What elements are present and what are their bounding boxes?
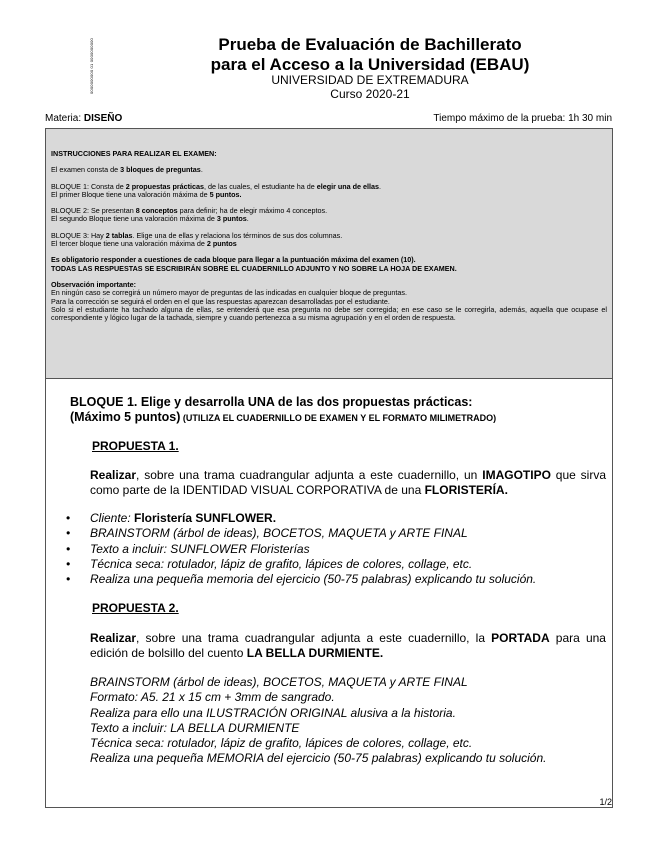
time-limit: Tiempo máximo de la prueba: 1h 30 min bbox=[433, 113, 612, 124]
page-number: 1/2 bbox=[599, 797, 612, 807]
list-item: • Cliente: Floristería SUNFLOWER. bbox=[66, 511, 536, 526]
list-item: • BRAINSTORM (árbol de ideas), BOCETOS, MAQUETA y ARTE FINAL bbox=[66, 526, 536, 541]
instructions-observation: Observación importante: En ningún caso se corregirá un número mayor de preguntas de las indicadas en cualquier bloque de preguntas. Para la corrección se seguirá el orden en el que las respuestas aparezcan desarrolladas por el estudiante. Solo si el estudiante ha tachado alguna de ellas, se entenderá que esa pregunta no debe ser corregida; en ese caso se le corregirla, además, aquella que ocupase el correspondiente y lógico lugar de la tachada, siempre y cuando pertenezca a su misma agrupación y en el orden de respuesta. bbox=[51, 279, 607, 323]
side-barcode-text: 0000000000 01 0000000000 bbox=[89, 38, 94, 94]
instructions-block3: BLOQUE 3: Hay 2 tablas. Elige una de ellas y relaciona los términos de sus dos columnas. El tercer bloque tiene una valoración máxima de 2 puntos bbox=[51, 230, 343, 249]
exam-subtitle bbox=[140, 73, 600, 101]
list-item: • Realiza una pequeña memoria del ejercicio (50-75 palabras) explicando tu solución. bbox=[66, 572, 536, 587]
proposal-2-statement: Realizar, sobre una trama cuadrangular adjunta a este cuadernillo, la PORTADA para una edición de bolsillo del cuento LA BELLA DURMIENTE. bbox=[90, 631, 606, 660]
university-name: UNIVERSIDAD DE EXTREMADURA bbox=[271, 73, 469, 87]
instructions-block1: BLOQUE 1: Consta de 2 propuestas prácticas, de las cuales, el estudiante ha de elegir una de ellas. El primer Bloque tiene una valoración máxima de 5 puntos. bbox=[51, 181, 382, 199]
proposal-2-title: PROPUESTA 2. bbox=[92, 601, 179, 615]
proposal-1-statement: Realizar, sobre una trama cuadrangular adjunta a este cuadernillo, un IMAGOTIPO que sirva como parte de la IDENTIDAD VISUAL CORPORATIVA de una FLORISTERÍA. bbox=[90, 468, 606, 497]
list-item: • Técnica seca: rotulador, lápiz de grafito, lápices de colores, collage, etc. bbox=[66, 557, 536, 572]
instructions-mandatory: Es obligatorio responder a cuestiones de cada bloque para llegar a la puntuación máxima del examen (10). TODAS LAS RESPUESTAS SE ESCRIBIRÁN SOBRE EL CUADERNILLO ADJUNTO Y NO SOBRE LA HOJA DE EXAMEN. bbox=[51, 255, 457, 273]
title-line-1: Prueba de Evaluación de Bachillerato bbox=[218, 35, 522, 54]
instructions-intro: El examen consta de 3 bloques de preguntas. bbox=[51, 165, 203, 175]
proposal-2-details: BRAINSTORM (árbol de ideas), BOCETOS, MAQUETA y ARTE FINAL Formato: A5. 21 x 15 cm + 3mm de sangrado. Realiza para ello una ILUSTRACIÓN ORIGINAL alusiva a la historia. Texto a incluir: LA BELLA DURMIENTE Técnica seca: rotulador, lápiz de grafito, lápices de colores, collage, etc. Realiza una pequeña MEMORIA del ejercicio (50-75 palabras) explicando tu solución. bbox=[90, 675, 547, 766]
instructions-box bbox=[45, 128, 613, 379]
course-year: Curso 2020-21 bbox=[330, 87, 410, 101]
list-item: • Texto a incluir: SUNFLOWER Floristerías bbox=[66, 542, 536, 557]
instructions-block2: BLOQUE 2: Se presentan 8 conceptos para definir; ha de elegir máximo 4 conceptos. El segundo Bloque tiene una valoración máxima de 3 puntos. bbox=[51, 206, 328, 224]
subject-value: DISEÑO bbox=[83, 113, 123, 124]
block1-section bbox=[45, 379, 613, 808]
proposal-1-list bbox=[66, 511, 536, 587]
proposal-1-title: PROPUESTA 1. bbox=[92, 439, 179, 453]
subject-line bbox=[45, 113, 122, 124]
instructions-title: INSTRUCCIONES PARA REALIZAR EL EXAMEN: bbox=[51, 149, 217, 158]
block1-heading: BLOQUE 1. Elige y desarrolla UNA de las dos propuestas prácticas: (Máximo 5 puntos) (UTILIZA EL CUADERNILLO DE EXAMEN Y EL FORMATO MILIMETRADO) bbox=[70, 395, 497, 424]
exam-title bbox=[140, 35, 600, 75]
title-line-2: para el Acceso a la Universidad (EBAU) bbox=[210, 55, 530, 74]
subject-label: Materia: bbox=[45, 113, 84, 124]
